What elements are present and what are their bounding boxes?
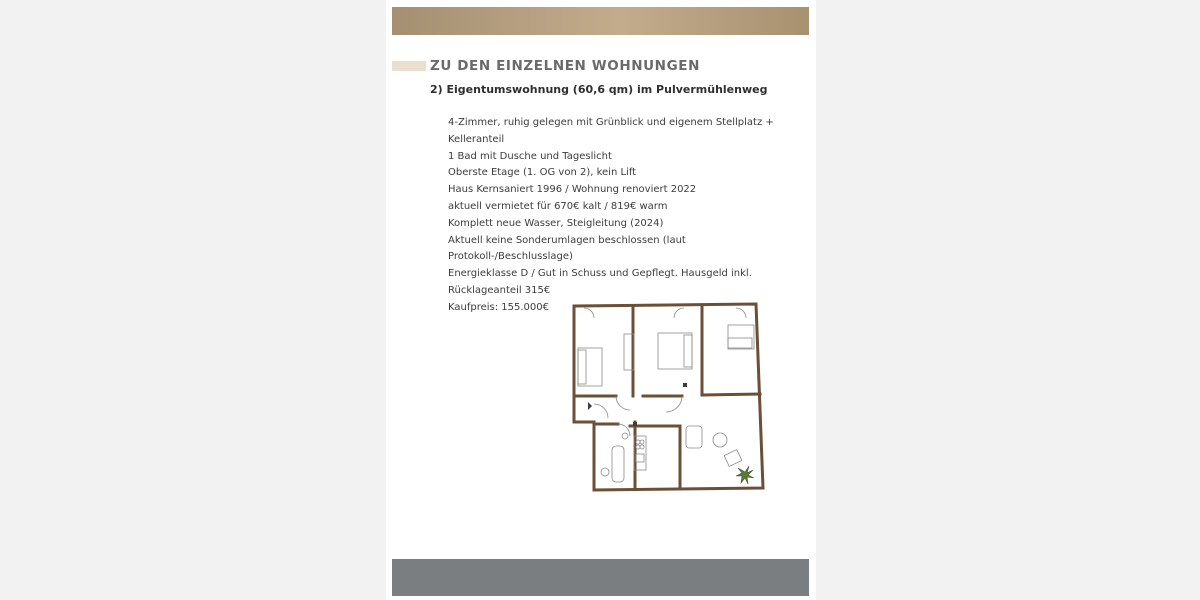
- pillow: [578, 350, 586, 384]
- armchair: [686, 426, 702, 448]
- door-swing: [736, 308, 746, 318]
- feature-list: [448, 115, 803, 317]
- door-swing: [666, 396, 682, 412]
- pillow: [728, 338, 752, 348]
- stove-burner: [640, 440, 644, 444]
- feature-item: Haus Kernsaniert 1996 / Wohnung renoviert 2022: [448, 184, 697, 196]
- section-accent-bar: [392, 61, 426, 71]
- bathtub: [612, 446, 624, 482]
- floorplan-icon: [570, 300, 766, 492]
- footer-band: [392, 559, 809, 596]
- door-swing: [584, 308, 594, 318]
- door-swing: [616, 396, 630, 410]
- feature-item: Energieklasse D / Gut in Schuss und Gepflegt. Hausgeld inkl. Rücklageanteil 315€: [448, 268, 752, 296]
- feature-item: Kaufpreis: 155.000€: [448, 301, 550, 313]
- stove-burner: [636, 445, 640, 449]
- toilet: [601, 468, 609, 476]
- feature-item: Komplett neue Wasser, Steigleitung (2024): [448, 217, 664, 229]
- section-title: ZU DEN EINZELNEN WOHNUNGEN: [430, 58, 700, 74]
- bed: [728, 325, 754, 349]
- door-swing: [674, 308, 684, 318]
- bed: [658, 333, 692, 369]
- sink: [622, 433, 628, 439]
- plant-icon: [736, 466, 754, 484]
- feature-item: Aktuell keine Sonderumlagen beschlossen (laut Protokoll-/Beschlusslage): [448, 234, 686, 263]
- sink-basin: [636, 454, 644, 462]
- chair: [724, 450, 742, 467]
- feature-item: aktuell vermietet für 670€ kalt / 819€ warm: [448, 200, 668, 212]
- stove-burner: [640, 445, 644, 449]
- pillow: [684, 335, 692, 367]
- feature-item: Oberste Etage (1. OG von 2), kein Lift: [448, 167, 637, 179]
- wall: [702, 394, 760, 395]
- side-table: [713, 433, 727, 447]
- door-swing: [618, 424, 630, 436]
- door-swing: [594, 404, 608, 418]
- feature-item: 4-Zimmer, ruhig gelegen mit Grünblick und eigenem Stellplatz + Kelleranteil: [448, 117, 774, 145]
- header-image-band: [392, 7, 809, 35]
- feature-item: 1 Bad mit Dusche und Tageslicht: [448, 150, 612, 162]
- window-marks: [588, 383, 687, 426]
- stove-burner: [636, 440, 640, 444]
- bed: [578, 348, 602, 386]
- listing-title: 2) Eigentumswohnung (60,6 qm) im Pulvermühlenweg: [430, 83, 768, 96]
